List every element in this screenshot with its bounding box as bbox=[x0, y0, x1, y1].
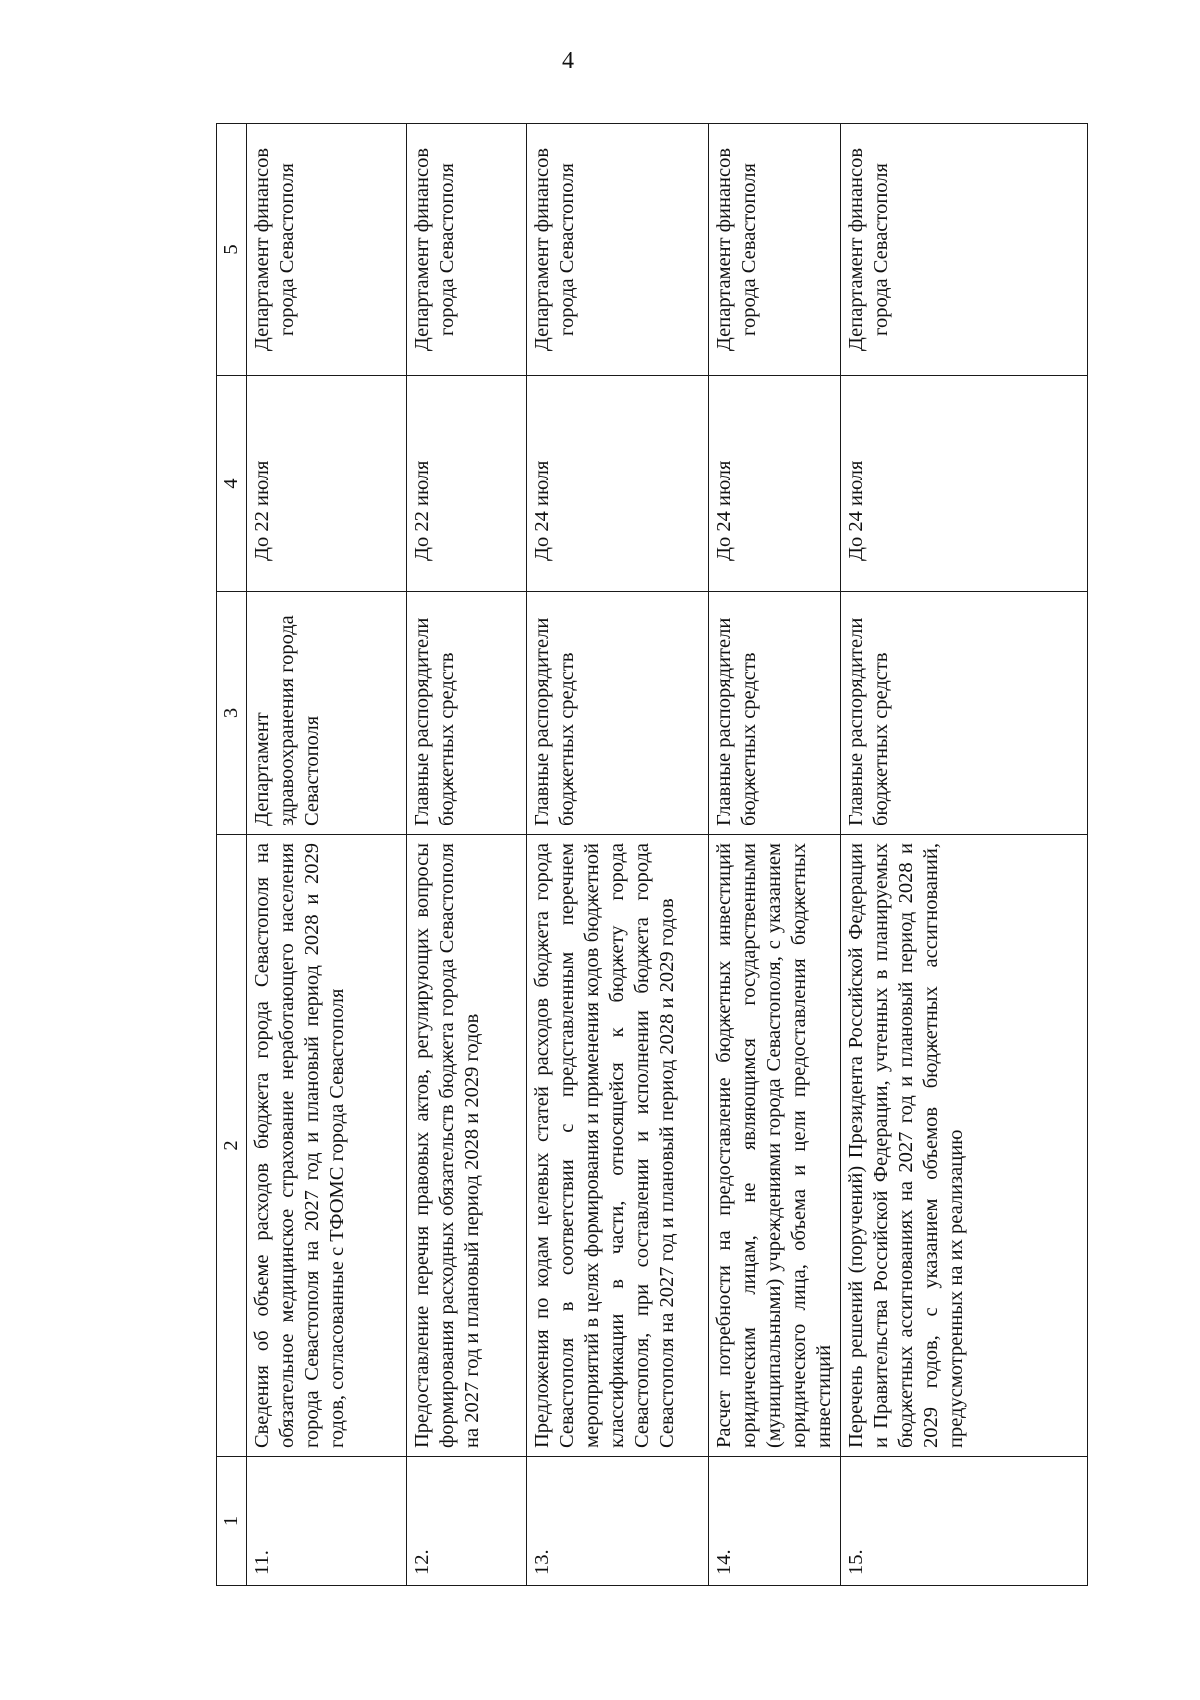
row-responsible: Главные распорядители бюджетных средств bbox=[841, 592, 1088, 835]
row-number: 11. bbox=[247, 1457, 407, 1586]
row-description: Сведения об объеме расходов бюджета города Севастополя на обязательное медицинское страхование неработающего населения города Севастополя на 2027 год и плановый период 2028 и 2029 годов, согласованные с ТФОМС города Севастополя bbox=[247, 835, 407, 1457]
row-responsible: Департамент здравоохранения города Севастополя bbox=[247, 592, 407, 835]
header-col-5: 5 bbox=[217, 124, 247, 376]
table-row bbox=[247, 124, 407, 1586]
header-col-2: 2 bbox=[217, 835, 247, 1457]
header-col-4: 4 bbox=[217, 376, 247, 592]
row-recipient: Департамент финансов города Севастополя bbox=[841, 124, 1088, 376]
table-row bbox=[841, 124, 1088, 1586]
header-col-3: 3 bbox=[217, 592, 247, 835]
page-number: 4 bbox=[562, 48, 574, 74]
table-header-row bbox=[217, 124, 247, 1586]
row-deadline: До 24 июля bbox=[527, 376, 709, 592]
row-deadline: До 22 июля bbox=[247, 376, 407, 592]
row-responsible: Главные распорядители бюджетных средств bbox=[527, 592, 709, 835]
row-responsible: Главные распорядители бюджетных средств bbox=[407, 592, 527, 835]
table-row bbox=[527, 124, 709, 1586]
row-recipient: Департамент финансов города Севастополя bbox=[407, 124, 527, 376]
row-description: Предоставление перечня правовых актов, регулирующих вопросы формирования расходных обязательств бюджета города Севастополя на 2027 год и плановый период 2028 и 2029 годов bbox=[407, 835, 527, 1457]
row-description: Предложения по кодам целевых статей расходов бюджета города Севастополя в соответствии с представленным перечнем мероприятий в целях формирования и применения кодов бюджетной классификации в части, относящейся к бюджету города Севастополя, при составлении и исполнении бюджета города Севастополя на 2027 год и плановый период 2028 и 2029 годов bbox=[527, 835, 709, 1457]
rotated-table-container bbox=[216, 124, 1088, 1586]
row-deadline: До 24 июля bbox=[841, 376, 1088, 592]
row-responsible: Главные распорядители бюджетных средств bbox=[709, 592, 841, 835]
row-number: 13. bbox=[527, 1457, 709, 1586]
budget-schedule-table bbox=[216, 123, 1088, 1586]
row-recipient: Департамент финансов города Севастополя bbox=[527, 124, 709, 376]
table-row bbox=[709, 124, 841, 1586]
row-recipient: Департамент финансов города Севастополя bbox=[247, 124, 407, 376]
table-row bbox=[407, 124, 527, 1586]
table-frame bbox=[216, 124, 1088, 1586]
row-number: 15. bbox=[841, 1457, 1088, 1586]
row-description: Перечень решений (поручений) Президента Российской Федерации и Правительства Российской Федерации, учтенных в планируемых бюджетных ассигнованиях на 2027 год и плановый период 2028 и 2029 годов, с указанием объемов бюджетных ассигнований, предусмотренных на их реализацию bbox=[841, 835, 1088, 1457]
row-deadline: До 22 июля bbox=[407, 376, 527, 592]
row-number: 14. bbox=[709, 1457, 841, 1586]
row-recipient: Департамент финансов города Севастополя bbox=[709, 124, 841, 376]
row-number: 12. bbox=[407, 1457, 527, 1586]
header-col-1: 1 bbox=[217, 1457, 247, 1586]
row-description: Расчет потребности на предоставление бюджетных инвестиций юридическим лицам, не являющимся государственными (муниципальными) учреждениями города Севастополя, с указанием юридического лица, объема и цели предоставления бюджетных инвестиций bbox=[709, 835, 841, 1457]
row-deadline: До 24 июля bbox=[709, 376, 841, 592]
